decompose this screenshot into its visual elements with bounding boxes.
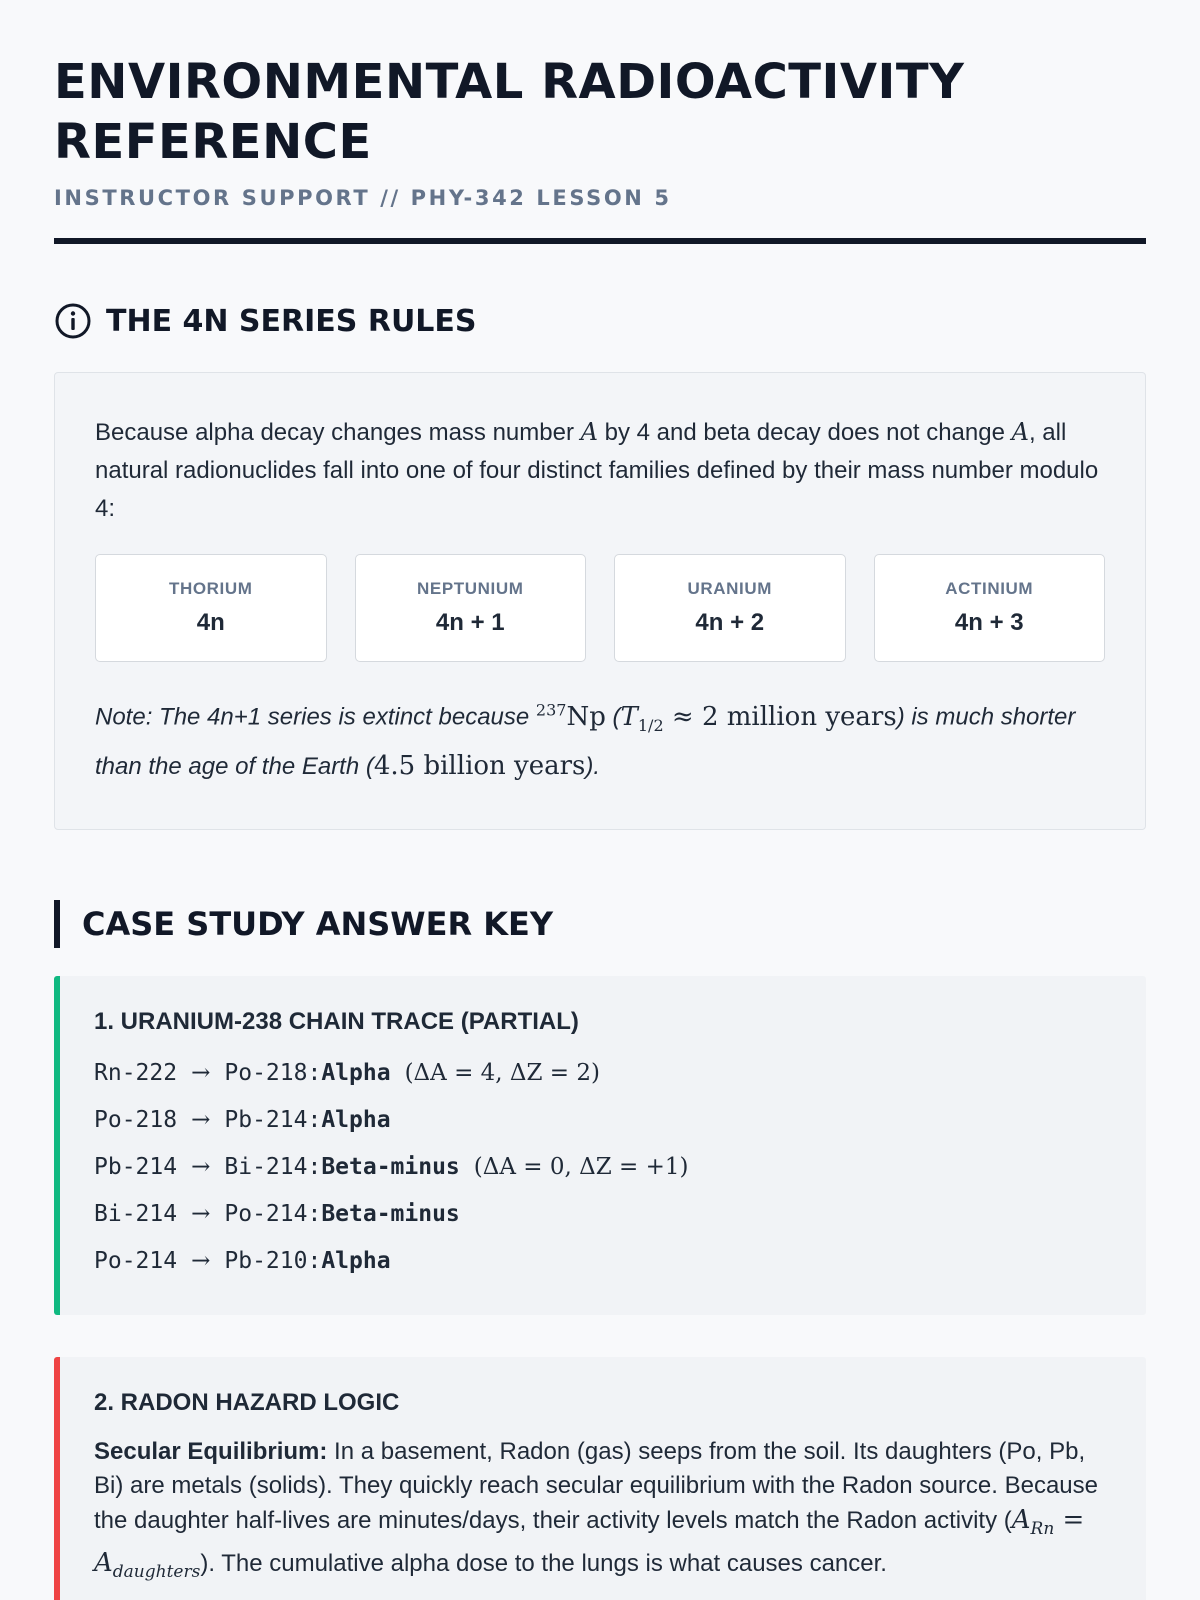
arrow-right-icon: → (191, 1060, 211, 1087)
parent-nuclide: Po-218 (94, 1107, 178, 1134)
series-name: THORIUM (168, 579, 253, 598)
series-card-actinium (874, 554, 1106, 662)
title-divider (54, 238, 1146, 244)
earth-age-value: 4.5 billion years (373, 750, 586, 781)
daughter-nuclide: Po-214: (224, 1201, 322, 1228)
rules-box (54, 372, 1146, 830)
decay-mode: Alpha (321, 1107, 391, 1134)
parent-nuclide: Pb-214 (94, 1154, 178, 1181)
activity-symbol: A (1011, 1504, 1031, 1535)
daughter-nuclide: Bi-214: (224, 1154, 322, 1181)
series-card-uranium (614, 554, 846, 662)
half-life-subscript: 1/2 (637, 715, 664, 735)
hazard-lead: Secular Equilibrium: (94, 1437, 328, 1465)
series-name: URANIUM (687, 579, 772, 598)
decay-step (94, 1097, 1110, 1144)
daughter-nuclide: Pb-210: (224, 1248, 322, 1275)
series-card-neptunium (355, 554, 587, 662)
case-card-radon-hazard (54, 1357, 1146, 1600)
series-name: NEPTUNIUM (417, 579, 524, 598)
intro-text-2: by 4 and beta decay does not change (597, 419, 1012, 446)
page-title: ENVIRONMENTAL RADIOACTIVITY REFERENCE (54, 54, 965, 170)
rules-heading: THE 4N SERIES RULES (106, 303, 477, 339)
arrow-right-icon: → (191, 1201, 211, 1228)
note-text-2: ) is much shorter than the age of the Earth ( (95, 703, 1076, 780)
decay-mode: Beta-minus (321, 1201, 460, 1228)
case-title: 2. RADON HAZARD LOGIC (94, 1388, 400, 1416)
np-symbol: Np (566, 701, 606, 732)
note-text-1: Note: The 4n+1 series is extinct because (95, 703, 536, 731)
answer-key-heading: CASE STUDY ANSWER KEY (82, 904, 554, 943)
series-card-row (95, 554, 1105, 662)
note-paren-open: ( (605, 703, 621, 731)
daughter-nuclide: Pb-214: (224, 1107, 322, 1134)
note-text-3: ). (585, 752, 601, 780)
page-subtitle: INSTRUCTOR SUPPORT // PHY-342 LESSON 5 (54, 186, 672, 210)
arrow-right-icon: → (191, 1248, 211, 1275)
hazard-paragraph (94, 1435, 1110, 1589)
decay-step (94, 1191, 1110, 1238)
decay-step (94, 1238, 1110, 1285)
mass-number-var: A (580, 418, 598, 446)
hazard-body: In a basement, Radon (gas) seeps from the soil. Its daughters (Po, Pb, Bi) are metals (solids). They quickly reach secular equilibrium with the Radon source. Because the daughter half-lives are minutes/days, their activity levels match the Radon activity ( (94, 1437, 1099, 1534)
decay-trace-list (94, 1050, 1110, 1285)
radon-subscript: Rn (1030, 1519, 1055, 1540)
daughters-subscript: daughters (112, 1562, 201, 1583)
hazard-tail: ). The cumulative alpha dose to the lungs is what causes cancer. (200, 1550, 887, 1578)
parent-nuclide: Po-214 (94, 1248, 178, 1275)
decay-mode: Alpha (321, 1060, 391, 1087)
decay-step (94, 1144, 1110, 1191)
info-icon (54, 302, 92, 340)
decay-mode: Alpha (321, 1248, 391, 1275)
half-life-expression (620, 701, 897, 735)
intro-text-3: , all natural radionuclides fall into one of four distinct families defined by their mass number modulo 4: (95, 419, 1099, 522)
intro-text-1: Because alpha decay changes mass number (95, 419, 581, 446)
decay-change: (ΔA = 0, ΔZ = +1) (473, 1154, 689, 1181)
series-name: ACTINIUM (945, 579, 1034, 598)
daughter-nuclide: Po-218: (224, 1060, 322, 1087)
rules-note (95, 690, 1105, 787)
arrow-right-icon: → (191, 1154, 211, 1181)
mass-number-var: A (1011, 418, 1029, 446)
decay-step (94, 1050, 1110, 1097)
series-formula: 4n + 1 (435, 609, 505, 636)
case-title: 1. URANIUM-238 CHAIN TRACE (PARTIAL) (94, 1007, 579, 1035)
answer-key-header (54, 900, 1146, 948)
half-life-symbol: T (620, 701, 638, 732)
series-formula: 4n (196, 609, 225, 636)
decay-change: (ΔA = 4, ΔZ = 2) (404, 1060, 600, 1087)
heading-accent-bar (54, 900, 60, 948)
np237-nuclide (536, 702, 606, 732)
rules-section-header (54, 302, 1146, 340)
parent-nuclide: Rn-222 (94, 1060, 178, 1087)
parent-nuclide: Bi-214 (94, 1201, 178, 1228)
series-formula: 4n + 3 (954, 609, 1024, 636)
series-card-thorium (95, 554, 327, 662)
series-formula: 4n + 2 (695, 609, 765, 636)
arrow-right-icon: → (191, 1107, 211, 1134)
np-mass-number: 237 (535, 700, 567, 719)
rules-intro (95, 413, 1105, 528)
half-life-value: ≈ 2 million years (663, 701, 897, 732)
equals-sign: = (1054, 1504, 1085, 1535)
activity-symbol: A (94, 1548, 113, 1579)
decay-mode: Beta-minus (321, 1154, 460, 1181)
case-card-chain-trace (54, 976, 1146, 1315)
